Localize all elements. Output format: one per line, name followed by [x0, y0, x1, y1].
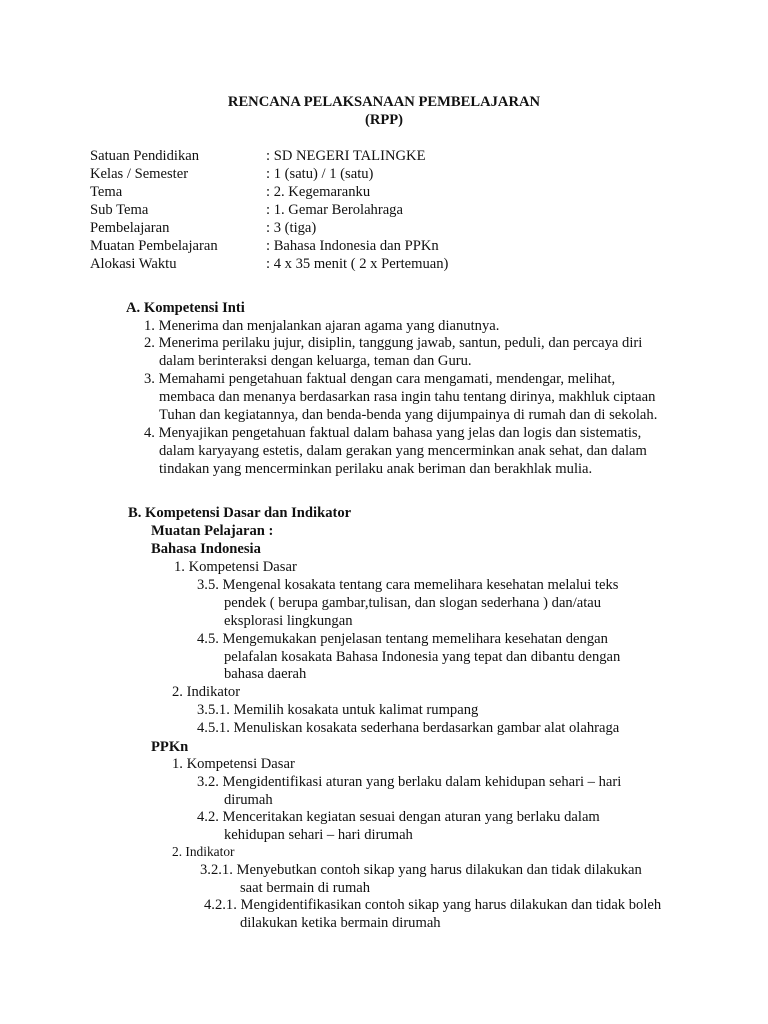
- bahasa-ind-label: 2. Indikator: [172, 684, 241, 700]
- bahasa-ind-line: 4.5.1. Menuliskan kosakata sederhana berdasarkan gambar alat olahraga: [197, 720, 620, 736]
- ppkn-kd-line: kehidupan sehari – hari dirumah: [224, 827, 413, 843]
- identity-label: Kelas / Semester: [90, 166, 189, 182]
- identity-value: : 4 x 35 menit ( 2 x Pertemuan): [266, 256, 449, 272]
- identity-label: Sub Tema: [90, 202, 149, 218]
- identity-value: : 1 (satu) / 1 (satu): [266, 166, 374, 182]
- page-subtitle: (RPP): [364, 112, 404, 128]
- ppkn-kd-line: 4.2. Menceritakan kegiatan sesuai dengan aturan yang berlaku dalam: [197, 809, 600, 825]
- bahasa-kd-line: 4.5. Mengemukakan penjelasan tentang memelihara kesehatan dengan: [197, 631, 608, 647]
- section-a-line: 1. Menerima dan menjalankan ajaran agama yang dianutnya.: [144, 318, 500, 334]
- bahasa-kd-line: bahasa daerah: [224, 666, 307, 682]
- section-a-line: 2. Menerima perilaku jujur, disiplin, tanggung jawab, santun, peduli, dan percaya diri: [144, 335, 643, 351]
- section-a-line: 3. Memahami pengetahuan faktual dengan cara mengamati, mendengar, melihat,: [144, 371, 616, 387]
- bahasa-heading: Bahasa Indonesia: [151, 541, 261, 557]
- bahasa-kd-line: pelafalan kosakata Bahasa Indonesia yang tepat dan dibantu dengan: [224, 649, 621, 665]
- page-title: RENCANA PELAKSANAAN PEMBELAJARAN: [227, 94, 541, 110]
- bahasa-kd-line: 3.5. Mengenal kosakata tentang cara memelihara kesehatan melalui teks: [197, 577, 619, 593]
- section-a-line: membaca dan menanya berdasarkan rasa ingin tahu tentang dirinya, makhluk ciptaan: [159, 389, 656, 405]
- section-a-line: tindakan yang mencerminkan perilaku anak beriman dan berakhlak mulia.: [159, 461, 593, 477]
- ppkn-ind-line: 3.2.1. Menyebutkan contoh sikap yang harus dilakukan dan tidak dilakukan: [200, 862, 642, 878]
- section-a-line: 4. Menyajikan pengetahuan faktual dalam bahasa yang jelas dan logis dan sistematis,: [144, 425, 642, 441]
- ppkn-ind-label: 2. Indikator: [172, 844, 235, 859]
- identity-label: Alokasi Waktu: [90, 256, 177, 272]
- identity-value: : 2. Kegemaranku: [266, 184, 371, 200]
- identity-label: Tema: [90, 184, 123, 200]
- bahasa-ind-line: 3.5.1. Memilih kosakata untuk kalimat rumpang: [197, 702, 479, 718]
- ppkn-ind-line: dilakukan ketika bermain dirumah: [240, 915, 441, 931]
- section-a-line: dalam karyayang estetis, dalam gerakan yang mencerminkan anak sehat, dan dalam: [159, 443, 647, 459]
- bahasa-kd-line: eksplorasi lingkungan: [224, 613, 353, 629]
- identity-label: Muatan Pembelajaran: [90, 238, 218, 254]
- ppkn-kd-line: dirumah: [224, 792, 273, 808]
- ppkn-heading: PPKn: [151, 739, 189, 755]
- section-a-line: dalam berinteraksi dengan keluarga, teman dan Guru.: [159, 353, 472, 369]
- identity-value: : 1. Gemar Berolahraga: [266, 202, 403, 218]
- section-a-heading: A. Kompetensi Inti: [126, 300, 245, 316]
- ppkn-ind-line: saat bermain di rumah: [240, 880, 371, 896]
- identity-value: : Bahasa Indonesia dan PPKn: [266, 238, 439, 254]
- identity-value: : SD NEGERI TALINGKE: [266, 148, 426, 164]
- ppkn-ind-line: 4.2.1. Mengidentifikasikan contoh sikap yang harus dilakukan dan tidak boleh: [204, 897, 662, 913]
- identity-label: Satuan Pendidikan: [90, 148, 200, 164]
- ppkn-kd-line: 3.2. Mengidentifikasi aturan yang berlaku dalam kehidupan sehari – hari: [197, 774, 622, 790]
- bahasa-kd-label: 1. Kompetensi Dasar: [174, 559, 297, 575]
- identity-label: Pembelajaran: [90, 220, 170, 236]
- section-a-line: Tuhan dan kegiatannya, dan benda-benda yang dijumpainya di rumah dan di sekolah.: [159, 407, 658, 423]
- bahasa-kd-line: pendek ( berupa gambar,tulisan, dan slogan sederhana ) dan/atau: [224, 595, 602, 611]
- muatan-label: Muatan Pelajaran :: [151, 523, 274, 539]
- ppkn-kd-label: 1. Kompetensi Dasar: [172, 756, 295, 772]
- section-b-heading: B. Kompetensi Dasar dan Indikator: [128, 505, 352, 521]
- identity-value: : 3 (tiga): [266, 220, 317, 236]
